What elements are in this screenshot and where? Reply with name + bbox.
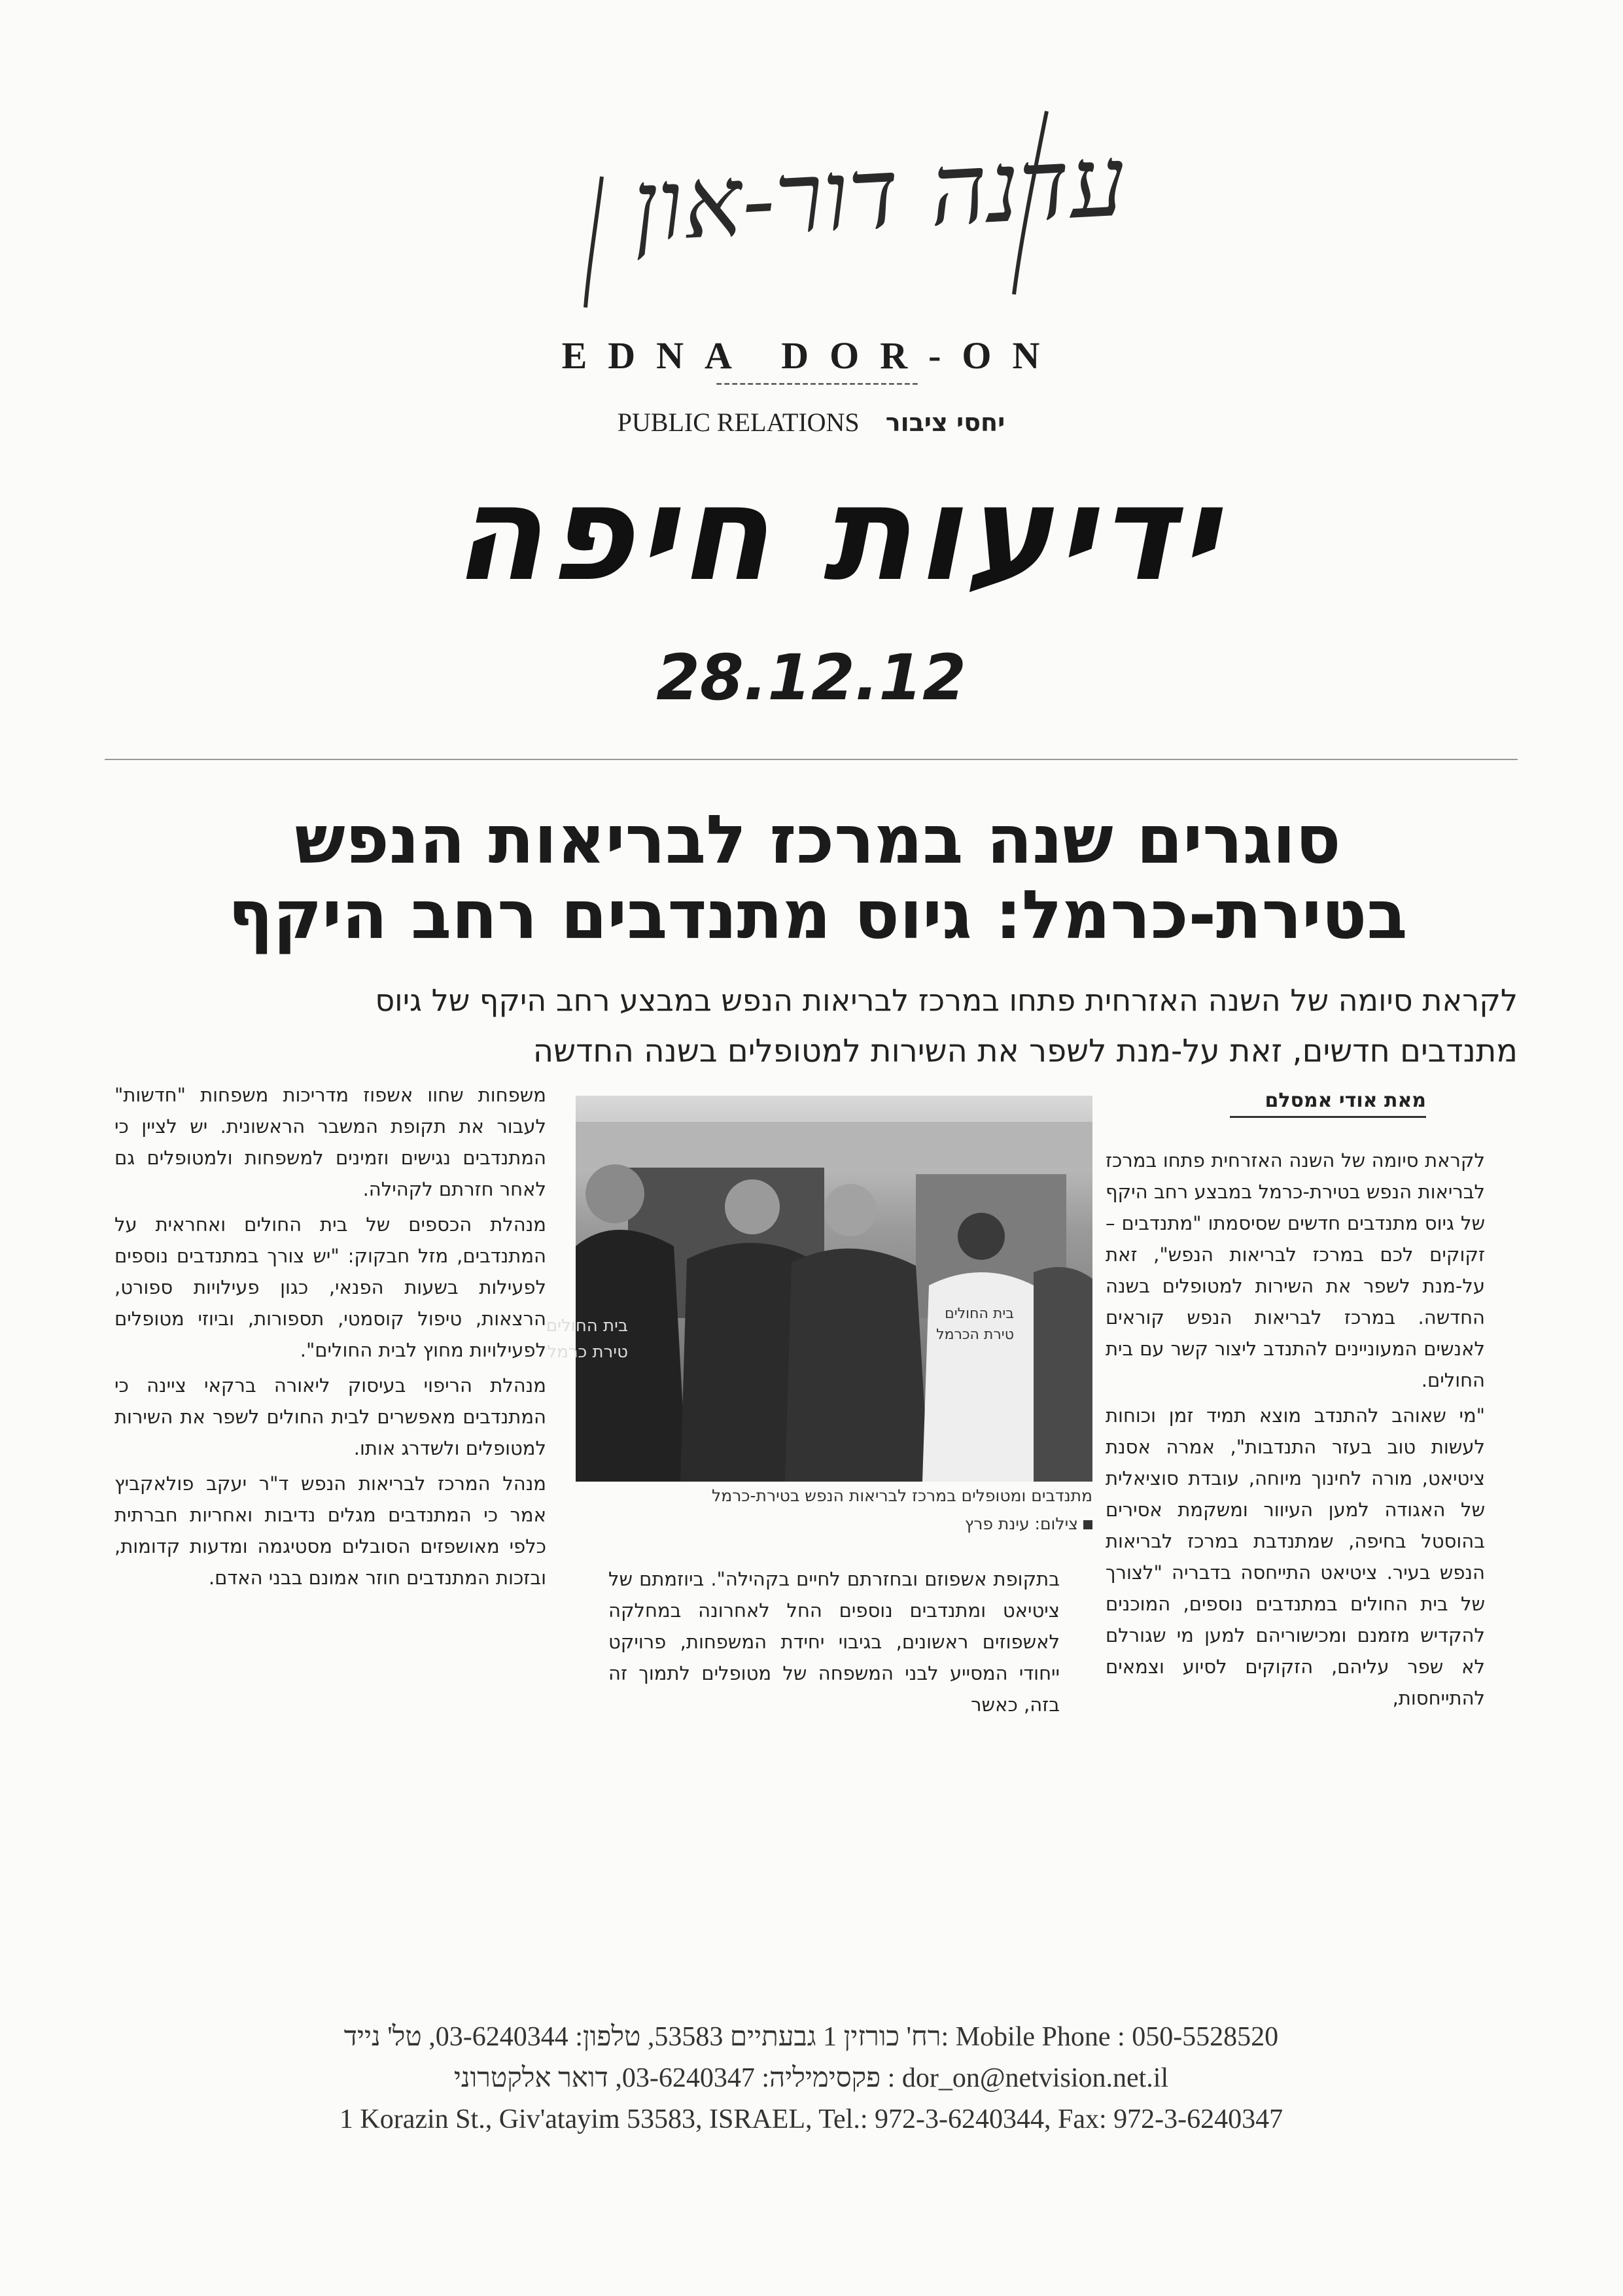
column-right (1106, 1145, 1485, 1718)
letterhead-dashes: -------------------------- (716, 372, 920, 393)
clipping-edge (105, 759, 1518, 760)
signature-flourish (458, 98, 1164, 314)
headline-line-2: בטירת-כרמל: גיוס מתנדבים רחב היקף (228, 877, 1408, 954)
subhead-line-1: לקראת סיומה של השנה האזרחית פתחו במרכז לבריאות הנפש במבצע רחב היקף של גיוס (375, 983, 1518, 1018)
shirt-print-4: טירת הכרמל (936, 1327, 1014, 1343)
newspaper-name: ידיעות חיפה (453, 458, 1222, 610)
byline: מאת אודי אמסלם (1230, 1089, 1426, 1118)
footer-address-line: Mobile Phone : 050-5528520 :רח' כורזין 1 גבעתיים 53583, טלפון: 03-6240344, טל' נייד (343, 2022, 1279, 2052)
column-left (114, 1079, 546, 1597)
photo-illustration (546, 1096, 1092, 1482)
subhead-line-2: מתנדבים חדשים, זאת על-מנת לשפר את השירות למטופלים בשנה החדשה (532, 1033, 1518, 1070)
footer-english-line: 1 Korazin St., Giv'atayim 53583, ISRAEL, Tel.: 972-3-6240344, Fax: 972-3-6240347 (339, 2104, 1283, 2134)
photo-credit-text: צילום: עינת פרץ (964, 1514, 1078, 1533)
column-left-paragraph-2: מנהלת הכספים של בית החולים ואחראית על המתנדבים, מזל חבקוק: "יש צורך במתנדבים נוספים לפעילות בשעות הפנאי, כגון פעילויות ספורט, הרצאות, טיפול קוסמטי, תספורות, וביוזי מטופלים לפעילויות מחוץ לבית החולים". (114, 1213, 546, 1361)
letterhead-name: EDNA DOR-ON (561, 334, 1061, 377)
article-photo (546, 1096, 1092, 1482)
photo-caption: מתנדבים ומטופלים במרכז לבריאות הנפש בטירת-כרמל (712, 1486, 1092, 1505)
column-middle: בתקופת אשפוזם ובחזרתם לחיים בקהילה". ביוזמתם של ציטיאט ומתנדבים נוספים החל לאחרונה במחלקה לאשפוזים ראשונים, בגיבוי יחידת המשפחות, פרויקט ייחודי המסייע לבני המשפחה של מטופלים לתמוך זה בזה, כאשר (608, 1568, 1060, 1716)
column-right-paragraph-1: לקראת סיומה של השנה האזרחית פתחו במרכז לבריאות הנפש בטירת-כרמל במבצע רחב היקף של גיוס מתנדבים חדשים שסיסמתו "מתנדבים – זקוקים לכם במרכז לבריאות הנפש", זאת על-מנת לשפר את השירות למטופלים בשנה החדשה. במרכז לבריאות הנפש קוראים לאנשים המעוניינים להתנדב ליצור קשר עם בית החולים. (1106, 1149, 1485, 1391)
credit-marker (1083, 1520, 1092, 1529)
column-right-paragraph-2: "מי שאוהב להתנדב מוצא תמיד זמן וכוחות לעשות טוב בעזר התנדבות", אמרה אסנת ציטיאט, מורה לחינוך מיוחה, עובדת סוציאלית של האגודה למען העיוור ומשקמת אסירים בהוסטל בחיפה, שמתנדבת במרכז לבריאות הנפש בעיר. ציטיאט התייחסה בדבריה "לצורך של בית החולים במתנדבים נוספים, המוכנים להקדיש מזמנם ומכישוריהם למען מי שגורלם לא שפר עליהם, הזקוקים לסיוע וצמאים להתייחסות, (1106, 1404, 1485, 1709)
pr-hebrew: יחסי ציבור (885, 408, 1005, 437)
shirt-print-2: טירת כרמל (547, 1342, 628, 1362)
shirt-print-1: בית החולים (546, 1316, 628, 1336)
column-left-paragraph-1: משפחות שחוו אשפוז מדריכות משפחות "חדשות" לעבור את תקופת המשבר הראשונית. יש לציין כי המתנדבים נגישים וזמינים למשפחות ולמטופלים גם לאחר חזרתם לקהילה. (114, 1084, 546, 1200)
shirt-print-3: בית החולים (945, 1306, 1014, 1322)
signature-text: עדנה דור-און (629, 124, 1128, 264)
pr-english: PUBLIC RELATIONS (617, 408, 860, 437)
column-left-paragraph-3: מנהלת הריפוי בעיסוק ליאורה ברקאי ציינה כי המתנדבים מאפשרים לבית החולים לשפר את השירות למטופלים ולשדרג אותו. (114, 1374, 546, 1459)
signature (458, 98, 1164, 314)
headline-line-1: סוגרים שנה במרכז לבריאות הנפש (294, 801, 1341, 879)
publication-date: 28.12.12 (656, 641, 966, 714)
footer-email-line: dor_on@netvision.net.il : פקסימיליה: 03-6240347, דואר אלקטרוני (453, 2063, 1169, 2093)
photo-credit (850, 1514, 1092, 1533)
column-left-paragraph-4: מנהל המרכז לבריאות הנפש ד"ר יעקב פולאקביץ אמר כי המתנדבים מגלים נדיבות ואחריות חברתית כלפי מאושפזים הסובלים מסטיגמה ומדעות קדומות, ובזכות המתנדבים חוזר אמונם בבני האדם. (114, 1472, 546, 1589)
pr-line (576, 407, 1047, 438)
